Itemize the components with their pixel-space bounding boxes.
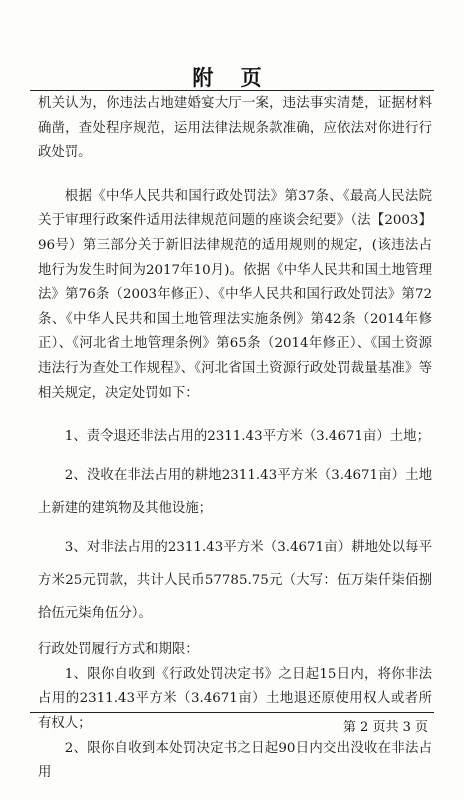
page-number: 第 2 页共 3 页 xyxy=(342,720,428,735)
fulfillment-item-1: 1、限你自收到《行政处罚决定书》之日起15日内，将你非法占用的2311.43平方米（3.4671亩）土地退还原使用权人或者所有权人； xyxy=(38,666,432,731)
penalty-item-2: 2、没收在非法占用的耕地2311.43平方米（3.4671亩）土地上新建的建筑物及其他设施； xyxy=(38,468,432,517)
fulfillment-heading: 行政处罚履行方式和期限： xyxy=(38,642,199,658)
bottom-divider xyxy=(30,712,434,713)
fulfillment-item-2: 2、限你自收到本处罚决定书之日起90日内交出没收在非法占用 xyxy=(38,740,432,781)
paragraph-conclusion: 机关认为，你违法占地建婚宴大厅一案，违法事实清楚，证据材料确凿，查处程序规范，运用法律法规条款准确，应依法对你进行行政处罚。 xyxy=(38,96,432,161)
penalty-item-1: 1、责令退还非法占用的2311.43平方米（3.4671亩）土地； xyxy=(64,429,430,445)
top-divider xyxy=(30,90,434,91)
penalty-item-3: 3、对非法占用的2311.43平方米（3.4671亩）耕地处以每平方米25元罚款，共计人民币57785.75元（大写：伍万柒仟柒佰捌拾伍元柒角伍分）。 xyxy=(38,540,432,622)
document-body xyxy=(38,92,432,786)
paragraph-legal-basis: 根据《中华人民共和国行政处罚法》第37条、《最高人民法院关于审理行政案件适用法律规范问题的座谈会纪要》（法【2003】96号）第三部分关于新旧法律规范的适用规则的规定，(该违法占地行为发生时间为2017年10月)。依据《中华人民共和国土地管理法》第76条（2003年修正）、《中华人民共和国行政处罚法》第72条、《中华人民共和国土地管理法实施条例》第42条（2014年修正）、《河北省土地管理条例》第65条（2014年修正）、《国土资源违法行为查处工作规程》、《河北省国土资源行政处罚裁量基准》等相关规定，决定处罚如下： xyxy=(38,188,432,401)
page-title: 附 页 xyxy=(192,65,272,90)
